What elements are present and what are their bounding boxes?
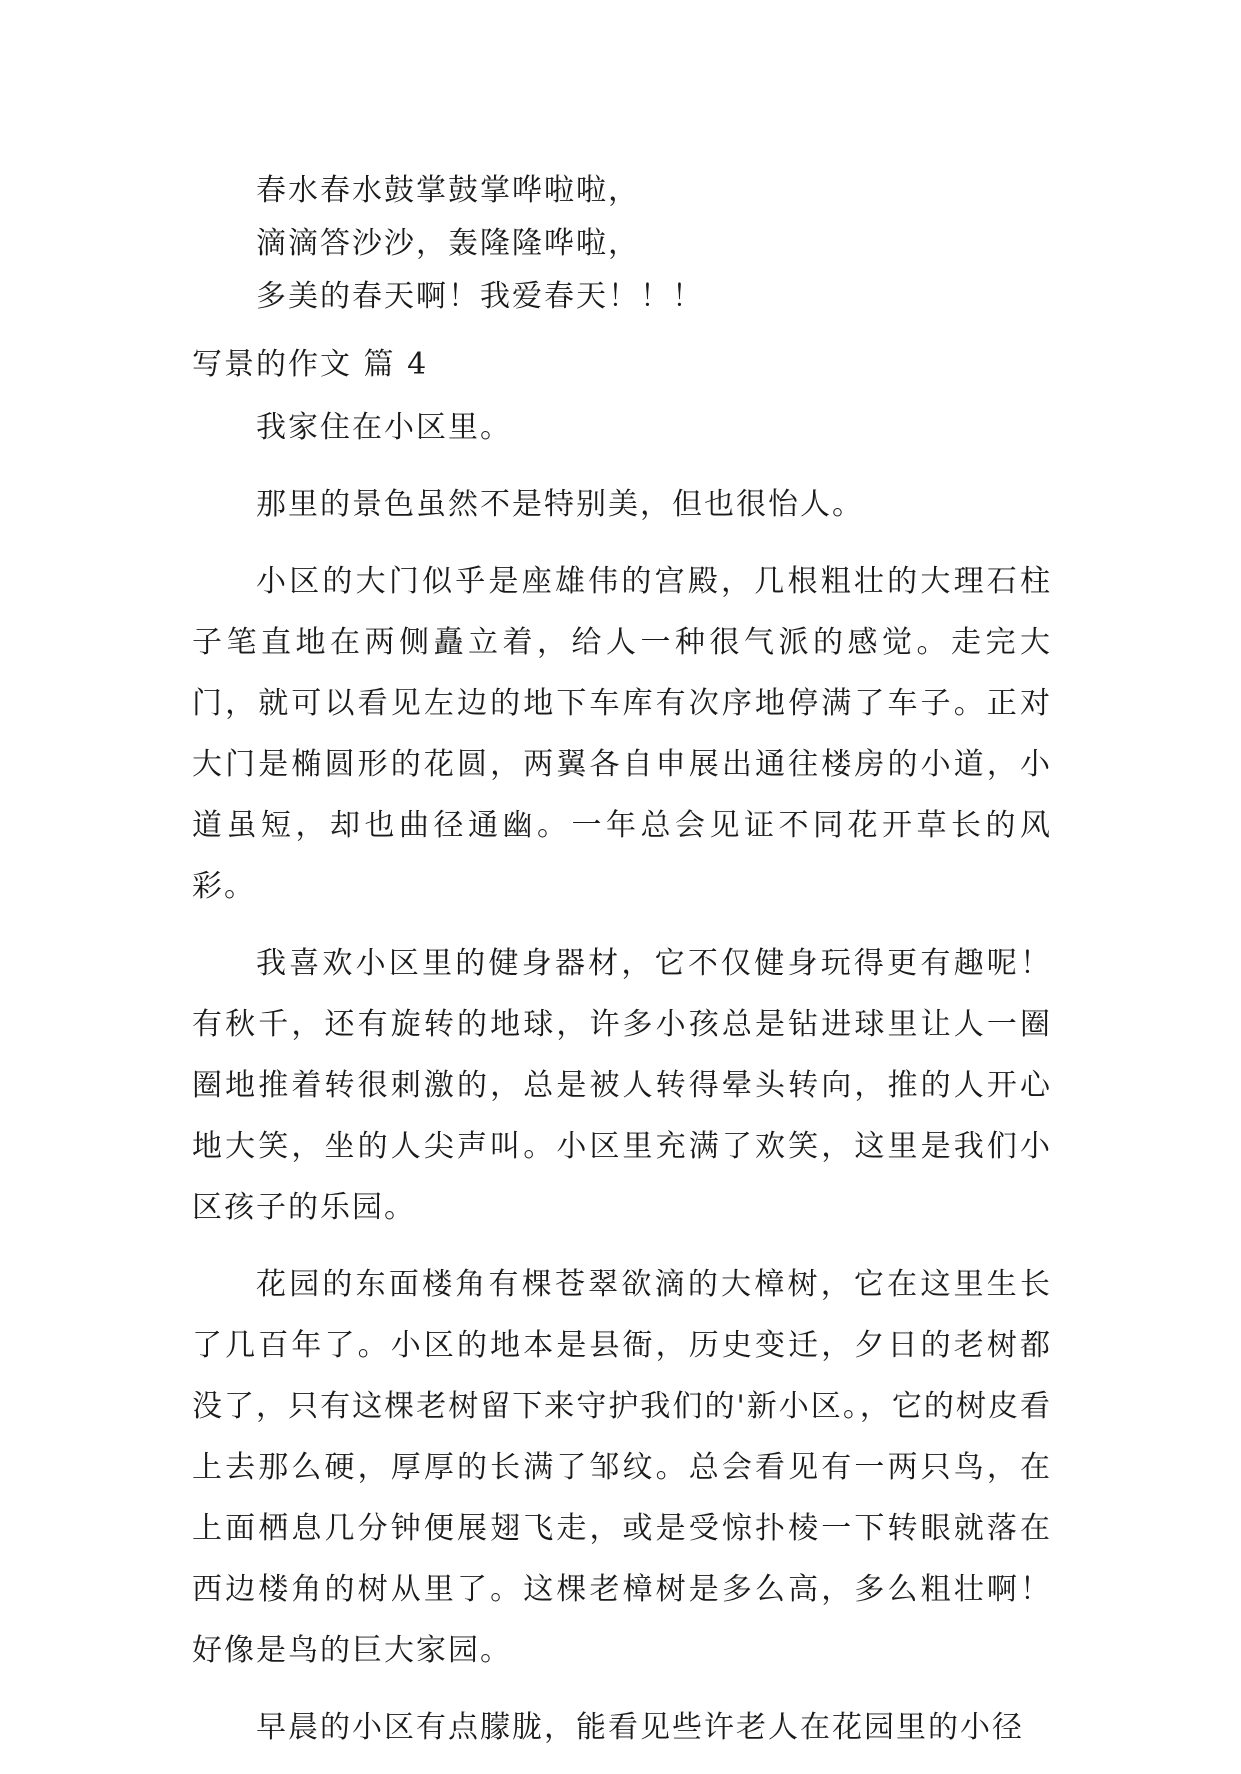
paragraph: 那里的景色虽然不是特别美，但也很怡人。 — [256, 487, 864, 522]
paragraph: 我家住在小区里。 — [256, 410, 512, 445]
paragraph: 早晨的小区有点朦胧，能看见些许老人在花园里的小径 — [256, 1710, 1024, 1745]
paragraph: 花园的东面楼角有棵苍翠欲滴的大樟树，它在这里生长了几百年了。小区的地本是县衙，历史变迁，夕日的老树都没了，只有这棵老树留下来守护我们的'新小区。，它的树皮看上去那么硬，厚厚的长满了邹纹。总会看见有一两只鸟，在上面栖息几分钟便展翅飞走，或是受惊扑棱一下转眼就落在西边楼角的树从里了。这棵老樟树是多么高，多么粗壮啊！好像是鸟的巨大家园。 — [192, 1267, 1052, 1668]
poem-line: 滴滴答沙沙，轰隆隆哗啦， — [256, 226, 640, 261]
poem — [192, 164, 1052, 323]
paragraph: 我喜欢小区里的健身器材，它不仅健身玩得更有趣呢！有秋千，还有旋转的地球，许多小孩总是钻进球里让人一圈圈地推着转很刺激的，总是被人转得晕头转向，推的人开心地大笑，坐的人尖声叫。小区里充满了欢笑，这里是我们小区孩子的乐园。 — [192, 946, 1052, 1225]
poem-line: 多美的春天啊！我爱春天！！！ — [256, 279, 704, 314]
section-heading: 写景的作文 篇 4 — [192, 347, 429, 382]
paragraph: 小区的大门似乎是座雄伟的宫殿，几根粗壮的大理石柱子笔直地在两侧矗立着，给人一种很气派的感觉。走完大门，就可以看见左边的地下车库有次序地停满了车子。正对大门是椭圆形的花圆，两翼各自申展出通往楼房的小道，小道虽短，却也曲径通幽。一年总会见证不同花开草长的风彩。 — [192, 564, 1052, 904]
essay-body — [192, 397, 1052, 1774]
poem-line: 春水春水鼓掌鼓掌哗啦啦， — [256, 173, 640, 208]
